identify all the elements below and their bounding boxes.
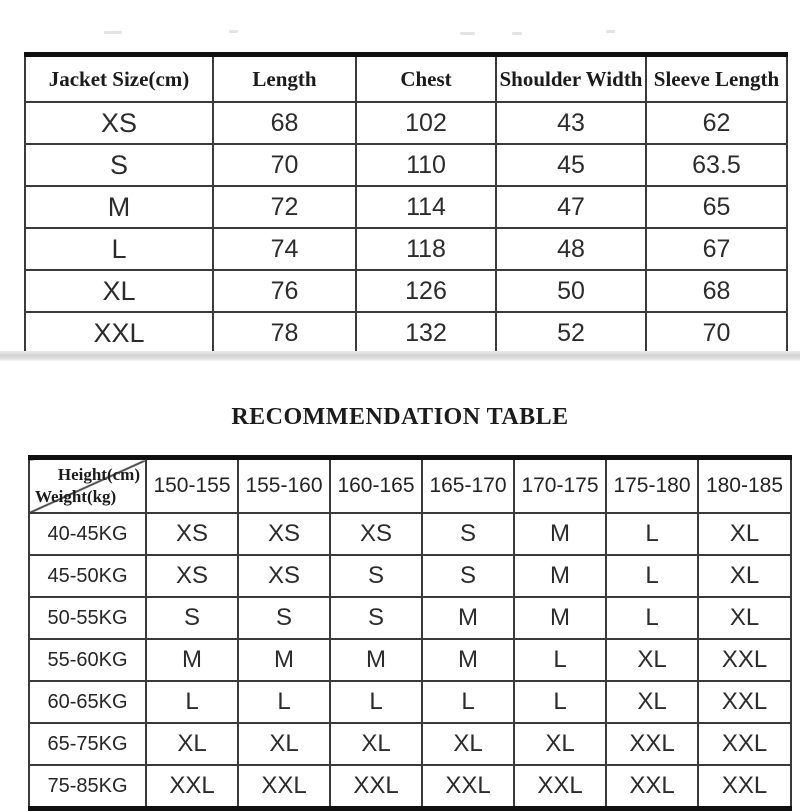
table-cell: 102 <box>356 102 496 144</box>
table-cell: 52 <box>496 312 646 356</box>
rec-row-60-65 <box>29 681 791 723</box>
table-cell: 78 <box>213 312 356 356</box>
size-label: S <box>25 144 213 186</box>
column-header-length: Length <box>213 55 356 103</box>
table-cell: 47 <box>496 186 646 228</box>
rec-cell: M <box>238 639 330 681</box>
table-cell: 63.5 <box>646 144 787 186</box>
table-cell: 114 <box>356 186 496 228</box>
height-axis-label: Height(cm) <box>57 465 140 484</box>
height-column-header: 155-160 <box>238 458 330 514</box>
size-label: L <box>25 228 213 270</box>
rec-row-40-45 <box>29 513 791 555</box>
rec-table-header-row <box>29 458 791 514</box>
rec-cell: L <box>514 681 606 723</box>
rec-cell: XXL <box>146 765 238 809</box>
column-header-chest: Chest <box>356 55 496 103</box>
table-row-l <box>25 228 787 270</box>
table-row-xxl <box>25 312 787 356</box>
table-cell: 72 <box>213 186 356 228</box>
rec-cell: XXL <box>238 765 330 809</box>
table-cell: 132 <box>356 312 496 356</box>
rec-cell: XXL <box>698 681 791 723</box>
rec-cell: L <box>514 639 606 681</box>
column-header-jacket-size: Jacket Size(cm) <box>25 55 213 103</box>
rec-cell: XXL <box>606 765 698 809</box>
weight-label: 60-65KG <box>29 681 146 723</box>
recommendation-table-container <box>28 455 792 811</box>
table-cell: 62 <box>646 102 787 144</box>
weight-label: 65-75KG <box>29 723 146 765</box>
rec-cell: XS <box>146 555 238 597</box>
rec-cell: L <box>330 681 422 723</box>
cropped-text-remnant <box>512 32 522 35</box>
table-cell: 74 <box>213 228 356 270</box>
rec-row-75-85 <box>29 765 791 809</box>
rec-cell: XXL <box>698 639 791 681</box>
height-weight-corner-cell <box>29 458 146 514</box>
rec-cell: L <box>606 597 698 639</box>
rec-cell: XL <box>330 723 422 765</box>
rec-cell: XL <box>422 723 514 765</box>
rec-cell: XS <box>146 513 238 555</box>
rec-cell: XXL <box>330 765 422 809</box>
rec-row-55-60 <box>29 639 791 681</box>
rec-cell: XS <box>238 555 330 597</box>
table-cell: 76 <box>213 270 356 312</box>
rec-cell: XS <box>238 513 330 555</box>
weight-label: 55-60KG <box>29 639 146 681</box>
rec-cell: XL <box>698 513 791 555</box>
rec-cell: XXL <box>606 723 698 765</box>
height-column-header: 160-165 <box>330 458 422 514</box>
rec-cell: S <box>330 555 422 597</box>
table-row-xl <box>25 270 787 312</box>
rec-cell: M <box>146 639 238 681</box>
rec-cell: XS <box>330 513 422 555</box>
rec-cell: XL <box>238 723 330 765</box>
rec-cell: L <box>606 555 698 597</box>
table-cell: 68 <box>213 102 356 144</box>
table-cell: 50 <box>496 270 646 312</box>
size-label: XXL <box>25 312 213 356</box>
table-cell: 70 <box>213 144 356 186</box>
rec-cell: XL <box>698 555 791 597</box>
jacket-size-table <box>24 52 788 358</box>
rec-cell: XL <box>514 723 606 765</box>
weight-label: 45-50KG <box>29 555 146 597</box>
rec-cell: M <box>514 513 606 555</box>
rec-cell: S <box>422 555 514 597</box>
table-cell: 118 <box>356 228 496 270</box>
table-cell: 126 <box>356 270 496 312</box>
rec-cell: XL <box>606 639 698 681</box>
rec-cell: XXL <box>514 765 606 809</box>
size-label: XS <box>25 102 213 144</box>
table-cell: 70 <box>646 312 787 356</box>
cropped-text-remnant <box>229 30 238 33</box>
table-cell: 110 <box>356 144 496 186</box>
rec-cell: M <box>422 639 514 681</box>
rec-cell: S <box>422 513 514 555</box>
rec-row-45-50 <box>29 555 791 597</box>
column-header-sleeve: Sleeve Length <box>646 55 787 103</box>
cropped-text-remnant <box>606 30 615 33</box>
table-row-s <box>25 144 787 186</box>
table-cell: 67 <box>646 228 787 270</box>
rec-cell: M <box>422 597 514 639</box>
rec-cell: L <box>238 681 330 723</box>
recommendation-table <box>28 455 792 811</box>
rec-row-65-75 <box>29 723 791 765</box>
cropped-text-remnant <box>460 32 475 35</box>
size-label: M <box>25 186 213 228</box>
weight-label: 40-45KG <box>29 513 146 555</box>
rec-cell: L <box>422 681 514 723</box>
cropped-text-remnant <box>104 31 122 34</box>
rec-cell: M <box>330 639 422 681</box>
table-cell: 45 <box>496 144 646 186</box>
rec-cell: S <box>238 597 330 639</box>
size-table-header-row <box>25 55 787 103</box>
height-column-header: 170-175 <box>514 458 606 514</box>
table-cell: 48 <box>496 228 646 270</box>
column-header-shoulder: Shoulder Width <box>496 55 646 103</box>
rec-cell: XXL <box>698 765 791 809</box>
rec-row-50-55 <box>29 597 791 639</box>
height-column-header: 180-185 <box>698 458 791 514</box>
table-cell: 43 <box>496 102 646 144</box>
rec-cell: XL <box>606 681 698 723</box>
rec-cell: XL <box>698 597 791 639</box>
height-column-header: 150-155 <box>146 458 238 514</box>
rec-cell: L <box>606 513 698 555</box>
table-cell: 65 <box>646 186 787 228</box>
weight-axis-label: Weight(kg) <box>35 487 117 506</box>
rec-cell: S <box>146 597 238 639</box>
jacket-size-table-container <box>24 52 788 358</box>
rec-cell: XXL <box>698 723 791 765</box>
height-column-header: 175-180 <box>606 458 698 514</box>
rec-cell: S <box>330 597 422 639</box>
rec-cell: L <box>146 681 238 723</box>
rec-cell: M <box>514 597 606 639</box>
rec-cell: XL <box>146 723 238 765</box>
section-divider <box>0 351 800 361</box>
recommendation-table-title: RECOMMENDATION TABLE <box>231 404 569 430</box>
height-column-header: 165-170 <box>422 458 514 514</box>
rec-cell: XXL <box>422 765 514 809</box>
table-cell: 68 <box>646 270 787 312</box>
rec-cell: M <box>514 555 606 597</box>
table-row-xs <box>25 102 787 144</box>
weight-label: 50-55KG <box>29 597 146 639</box>
size-label: XL <box>25 270 213 312</box>
weight-label: 75-85KG <box>29 765 146 809</box>
table-row-m <box>25 186 787 228</box>
